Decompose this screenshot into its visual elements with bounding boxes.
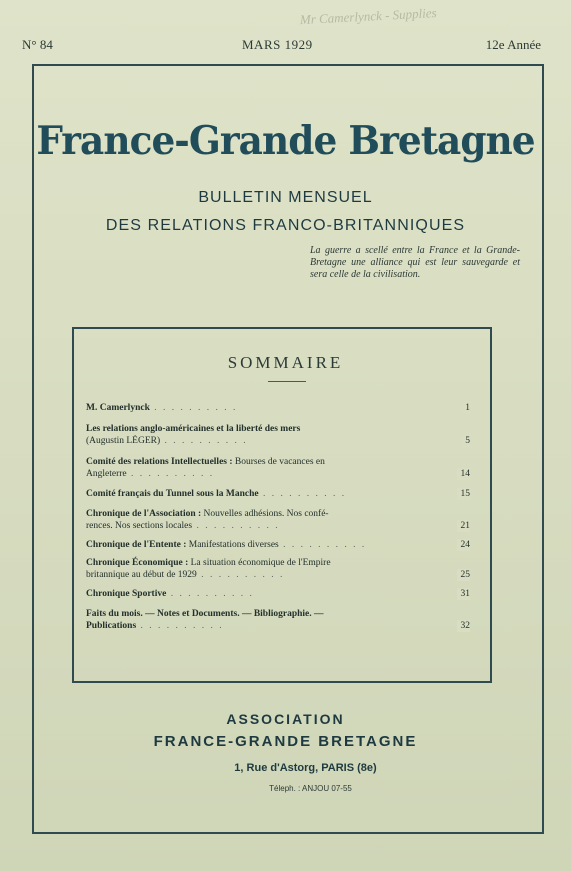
entry-page-number: 14 <box>457 468 471 480</box>
entry-heading: Comité français du Tunnel sous la Manche <box>86 489 259 499</box>
entry-heading: Les relations anglo-américaines et la liberté des mers <box>86 424 301 434</box>
entry-page-number: 32 <box>457 620 471 632</box>
issue-header <box>22 37 541 55</box>
entry-page-number: 1 <box>461 402 470 414</box>
leader-dots: . . . . . . . . . . <box>278 540 367 550</box>
contents-list <box>86 402 470 632</box>
leader-dots: . . . . . . . . . . <box>192 521 280 531</box>
issue-year: 12e Année <box>485 37 541 52</box>
entry-heading: Chronique Économique : <box>86 558 189 568</box>
contents-entry-line <box>86 608 470 620</box>
entry-page-number: 15 <box>457 488 471 500</box>
contents-entry <box>86 588 470 600</box>
entry-text: rences. Nos sections locales <box>86 521 193 531</box>
entry-heading: Comité des relations Intellectuelles : <box>86 457 233 467</box>
contents-entry-line <box>86 402 470 414</box>
leader-dots: . . . . . . . . . . <box>258 489 347 499</box>
contents-entry-line <box>86 520 470 532</box>
entry-page-number: 25 <box>457 569 471 581</box>
entry-page-number: 31 <box>457 588 471 600</box>
contents-title: SOMMAIRE <box>227 353 344 372</box>
contents-entry-line <box>86 423 470 435</box>
contents-entry-line <box>86 456 470 468</box>
entry-text: Manifestations diverses <box>186 540 279 550</box>
contents-entry <box>86 508 470 532</box>
contents-divider <box>268 381 306 382</box>
contents-entry-line <box>86 468 470 480</box>
contents-entry-line <box>86 435 470 447</box>
leader-dots: . . . . . . . . . . <box>126 469 215 479</box>
entry-page-number: 5 <box>461 435 470 447</box>
contents-entry-line <box>86 569 470 581</box>
contents-entry <box>86 456 470 480</box>
association-address: 1, Rue d'Astorg, PARIS (8e) <box>234 762 377 774</box>
contents-entry <box>86 488 470 500</box>
publication-subtitle-2: DES RELATIONS FRANCO-BRITANNIQUES <box>105 217 466 234</box>
issue-number: N° 84 <box>22 37 53 52</box>
leader-dots: . . . . . . . . . . <box>160 436 248 446</box>
contents-entry-line <box>86 557 470 569</box>
leader-dots: . . . . . . . . . . <box>166 589 254 599</box>
entry-text: (Augustin LÉGER) <box>86 436 161 446</box>
entry-text: Angleterre <box>86 469 127 479</box>
entry-heading: M. Camerlynck <box>86 403 150 413</box>
contents-entry <box>86 557 470 581</box>
leader-dots: . . . . . . . . . . <box>136 621 224 631</box>
motto: La guerre a scellé entre la France et la Grande-Bretagne une alliance qui est leur sauvegarde et sera celle de la civilisation. <box>310 245 520 280</box>
entry-heading: Chronique de l'Entente : <box>86 540 187 550</box>
contents-entry <box>86 423 470 447</box>
entry-heading: Chronique Sportive <box>86 589 167 599</box>
entry-page-number: 21 <box>457 520 471 532</box>
publication-title: France-Grande Bretagne <box>36 118 535 164</box>
entry-heading: Publications <box>86 621 137 631</box>
entry-heading: Faits du mois. — Notes et Documents. — Bibliographie. — <box>86 609 324 619</box>
contents-entry-line <box>86 488 470 500</box>
entry-text: La situation économique de l'Empire <box>188 558 331 568</box>
contents-entry-line <box>86 508 470 520</box>
entry-text: Nouvelles adhésions. Nos confé- <box>201 509 329 519</box>
issue-date: MARS 1929 <box>242 37 313 52</box>
contents-entry <box>86 539 470 551</box>
leader-dots: . . . . . . . . . . <box>196 570 285 580</box>
association-name: FRANCE-GRANDE BRETAGNE <box>153 733 418 750</box>
entry-page-number: 24 <box>457 539 471 551</box>
contents-entry-line <box>86 539 470 551</box>
contents-entry <box>86 608 470 632</box>
association-telephone: Téleph. : ANJOU 07-55 <box>269 784 352 793</box>
entry-text: Bourses de vacances en <box>232 457 325 467</box>
leader-dots: . . . . . . . . . . <box>149 403 238 413</box>
association-label: ASSOCIATION <box>226 711 345 727</box>
entry-heading: Chronique de l'Association : <box>86 509 202 519</box>
contents-entry-line <box>86 620 470 632</box>
contents-entry-line <box>86 588 470 600</box>
publication-subtitle: BULLETIN MENSUEL <box>198 189 373 206</box>
entry-text: britannique au début de 1929 <box>86 570 197 580</box>
handwritten-note: Mr Camerlynck - Supplies <box>299 5 437 28</box>
contents-entry <box>86 402 470 414</box>
